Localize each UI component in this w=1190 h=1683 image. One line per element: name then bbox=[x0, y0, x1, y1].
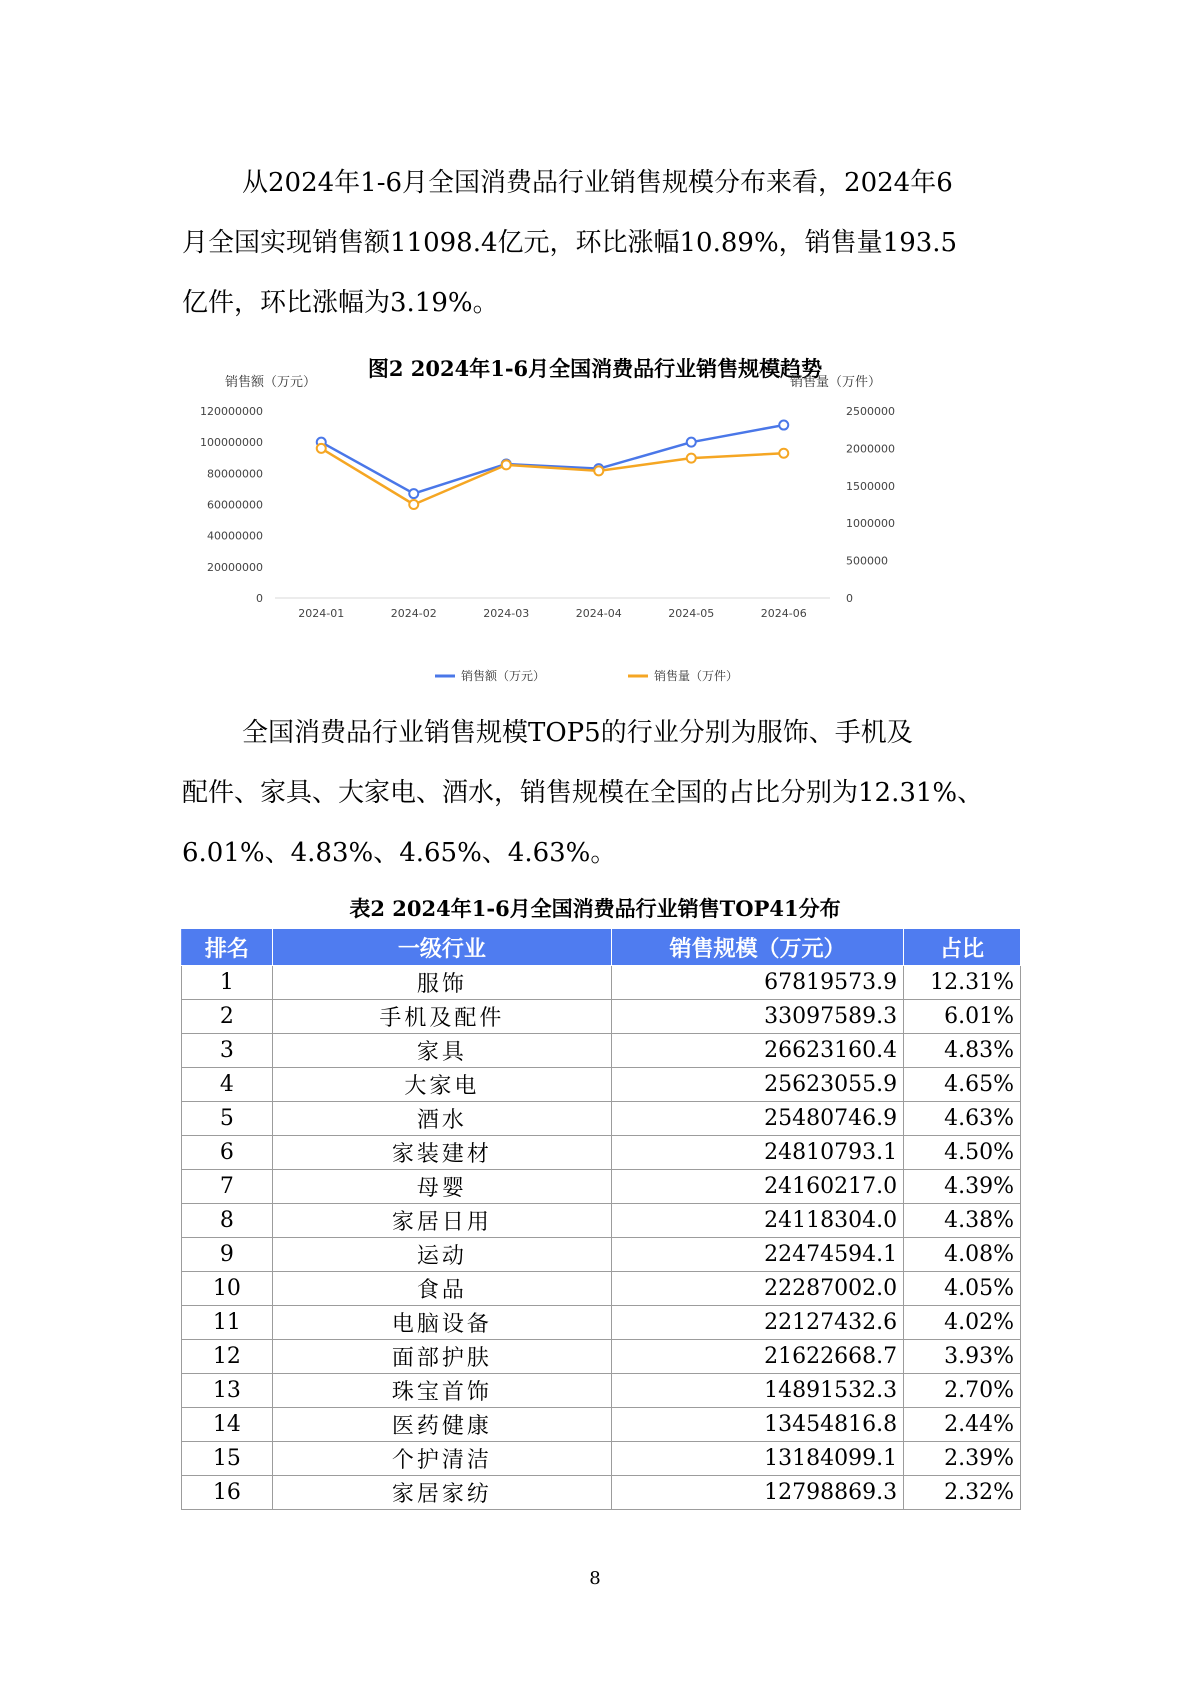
table-row bbox=[182, 1136, 1021, 1170]
cell-rank: 7 bbox=[182, 1170, 273, 1204]
industry-ranking-table bbox=[181, 928, 1021, 1510]
cell-share: 4.08% bbox=[904, 1238, 1021, 1272]
header-rank: 排名 bbox=[182, 929, 273, 966]
right-tick-label: 1000000 bbox=[846, 517, 895, 531]
cell-industry: 服饰 bbox=[272, 966, 611, 1000]
cell-sales: 21622668.7 bbox=[611, 1340, 903, 1374]
x-tick-label: 2024-06 bbox=[760, 607, 807, 620]
x-tick-label: 2024-02 bbox=[390, 607, 437, 620]
left-axis-title: 销售额（万元） bbox=[225, 375, 317, 390]
cell-rank: 5 bbox=[182, 1102, 273, 1136]
intro-line-1: 从2024年1-6月全国消费品行业销售规模分布来看，2024年6 bbox=[242, 168, 953, 198]
table-row bbox=[182, 1034, 1021, 1068]
top5-line-2: 配件、家具、大家电、酒水，销售规模在全国的占比分别为12.31%、 bbox=[182, 778, 984, 808]
cell-industry: 医药健康 bbox=[272, 1408, 611, 1442]
table-row bbox=[182, 1102, 1021, 1136]
cell-share: 4.65% bbox=[904, 1068, 1021, 1102]
data-point bbox=[687, 438, 696, 447]
cell-industry: 家具 bbox=[272, 1034, 611, 1068]
cell-industry: 家装建材 bbox=[272, 1136, 611, 1170]
cell-rank: 12 bbox=[182, 1340, 273, 1374]
right-tick-label: 2500000 bbox=[846, 405, 895, 418]
cell-share: 2.70% bbox=[904, 1374, 1021, 1408]
table-row bbox=[182, 1442, 1021, 1476]
cell-sales: 67819573.9 bbox=[611, 966, 903, 1000]
cell-industry: 酒水 bbox=[272, 1102, 611, 1136]
cell-share: 2.44% bbox=[904, 1408, 1021, 1442]
data-point bbox=[502, 460, 511, 469]
intro-paragraph bbox=[182, 153, 1017, 333]
cell-industry: 珠宝首饰 bbox=[272, 1374, 611, 1408]
figure-caption: 图2 2024年1-6月全国消费品行业销售规模趋势 bbox=[367, 356, 823, 381]
intro-line-2: 月全国实现销售额11098.4亿元，环比涨幅10.89%，销售量193.5 bbox=[182, 228, 958, 258]
table-row bbox=[182, 966, 1021, 1000]
x-tick-label: 2024-05 bbox=[668, 607, 715, 620]
cell-sales: 14891532.3 bbox=[611, 1374, 903, 1408]
cell-share: 4.83% bbox=[904, 1034, 1021, 1068]
cell-sales: 24160217.0 bbox=[611, 1170, 903, 1204]
cell-industry: 运动 bbox=[272, 1238, 611, 1272]
data-point bbox=[687, 454, 696, 463]
header-share: 占比 bbox=[904, 929, 1021, 966]
cell-rank: 10 bbox=[182, 1272, 273, 1306]
left-tick-label: 20000000 bbox=[207, 560, 263, 574]
top5-line-1: 全国消费品行业销售规模TOP5的行业分别为服饰、手机及 bbox=[242, 718, 913, 748]
table-caption: 表2 2024年1-6月全国消费品行业销售TOP41分布 bbox=[349, 896, 841, 921]
table-row bbox=[182, 1068, 1021, 1102]
cell-sales: 13184099.1 bbox=[611, 1442, 903, 1476]
cell-share: 3.93% bbox=[904, 1340, 1021, 1374]
table-row bbox=[182, 1000, 1021, 1034]
cell-industry: 家居日用 bbox=[272, 1204, 611, 1238]
right-tick-label: 1500000 bbox=[846, 479, 895, 493]
cell-sales: 33097589.3 bbox=[611, 1000, 903, 1034]
x-tick-label: 2024-01 bbox=[298, 607, 345, 620]
right-tick-label: 0 bbox=[846, 592, 853, 605]
cell-sales: 22474594.1 bbox=[611, 1238, 903, 1272]
cell-sales: 22127432.6 bbox=[611, 1306, 903, 1340]
data-point bbox=[409, 500, 418, 509]
cell-share: 6.01% bbox=[904, 1000, 1021, 1034]
x-tick-label: 2024-04 bbox=[575, 607, 622, 620]
series-line bbox=[321, 425, 784, 494]
right-axis-title: 销售量（万件） bbox=[790, 375, 882, 390]
left-tick-label: 80000000 bbox=[207, 467, 263, 481]
data-point bbox=[317, 444, 326, 453]
cell-sales: 24810793.1 bbox=[611, 1136, 903, 1170]
cell-industry: 食品 bbox=[272, 1272, 611, 1306]
table-row bbox=[182, 1476, 1021, 1510]
table-row bbox=[182, 1340, 1021, 1374]
legend-label: 销售额（万元） bbox=[461, 669, 546, 683]
cell-rank: 13 bbox=[182, 1374, 273, 1408]
cell-rank: 11 bbox=[182, 1306, 273, 1340]
table-row bbox=[182, 1170, 1021, 1204]
table-row bbox=[182, 1306, 1021, 1340]
cell-rank: 1 bbox=[182, 966, 273, 1000]
series-line bbox=[321, 448, 784, 504]
data-point bbox=[779, 421, 788, 430]
cell-share: 2.39% bbox=[904, 1442, 1021, 1476]
left-tick-label: 60000000 bbox=[207, 498, 263, 512]
cell-rank: 15 bbox=[182, 1442, 273, 1476]
cell-industry: 电脑设备 bbox=[272, 1306, 611, 1340]
top5-paragraph bbox=[182, 703, 1017, 883]
cell-industry: 家居家纺 bbox=[272, 1476, 611, 1510]
cell-rank: 16 bbox=[182, 1476, 273, 1510]
table-row bbox=[182, 1272, 1021, 1306]
right-tick-label: 2000000 bbox=[846, 442, 895, 456]
cell-rank: 2 bbox=[182, 1000, 273, 1034]
cell-sales: 22287002.0 bbox=[611, 1272, 903, 1306]
cell-industry: 母婴 bbox=[272, 1170, 611, 1204]
intro-line-3: 亿件，环比涨幅为3.19%。 bbox=[182, 288, 499, 318]
cell-industry: 个护清洁 bbox=[272, 1442, 611, 1476]
table-row bbox=[182, 1204, 1021, 1238]
data-point bbox=[779, 449, 788, 458]
cell-sales: 25480746.9 bbox=[611, 1102, 903, 1136]
table-row bbox=[182, 1408, 1021, 1442]
cell-share: 4.02% bbox=[904, 1306, 1021, 1340]
left-tick-label: 0 bbox=[256, 592, 263, 605]
cell-rank: 6 bbox=[182, 1136, 273, 1170]
left-tick-label: 40000000 bbox=[207, 529, 263, 543]
cell-share: 4.39% bbox=[904, 1170, 1021, 1204]
legend-label: 销售量（万件） bbox=[654, 669, 739, 683]
page-number: 8 bbox=[589, 1568, 601, 1589]
cell-share: 4.63% bbox=[904, 1102, 1021, 1136]
left-tick-label: 100000000 bbox=[200, 436, 263, 450]
cell-share: 4.05% bbox=[904, 1272, 1021, 1306]
top5-line-3: 6.01%、4.83%、4.65%、4.63%。 bbox=[182, 838, 617, 868]
cell-rank: 8 bbox=[182, 1204, 273, 1238]
sales-trend-chart bbox=[200, 375, 1000, 703]
cell-industry: 手机及配件 bbox=[272, 1000, 611, 1034]
cell-share: 4.50% bbox=[904, 1136, 1021, 1170]
data-point bbox=[594, 466, 603, 475]
header-sales: 销售规模（万元） bbox=[611, 929, 903, 966]
table-header-row bbox=[182, 929, 1021, 966]
right-tick-label: 500000 bbox=[846, 554, 888, 568]
cell-sales: 25623055.9 bbox=[611, 1068, 903, 1102]
cell-share: 2.32% bbox=[904, 1476, 1021, 1510]
table-row bbox=[182, 1238, 1021, 1272]
cell-share: 4.38% bbox=[904, 1204, 1021, 1238]
cell-rank: 9 bbox=[182, 1238, 273, 1272]
cell-rank: 14 bbox=[182, 1408, 273, 1442]
cell-rank: 4 bbox=[182, 1068, 273, 1102]
cell-sales: 24118304.0 bbox=[611, 1204, 903, 1238]
x-tick-label: 2024-03 bbox=[483, 607, 530, 620]
data-point bbox=[409, 489, 418, 498]
cell-sales: 12798869.3 bbox=[611, 1476, 903, 1510]
cell-share: 12.31% bbox=[904, 966, 1021, 1000]
left-tick-label: 120000000 bbox=[200, 405, 263, 418]
table-row bbox=[182, 1374, 1021, 1408]
cell-industry: 面部护肤 bbox=[272, 1340, 611, 1374]
cell-sales: 13454816.8 bbox=[611, 1408, 903, 1442]
cell-rank: 3 bbox=[182, 1034, 273, 1068]
cell-sales: 26623160.4 bbox=[611, 1034, 903, 1068]
header-industry: 一级行业 bbox=[272, 929, 611, 966]
cell-industry: 大家电 bbox=[272, 1068, 611, 1102]
